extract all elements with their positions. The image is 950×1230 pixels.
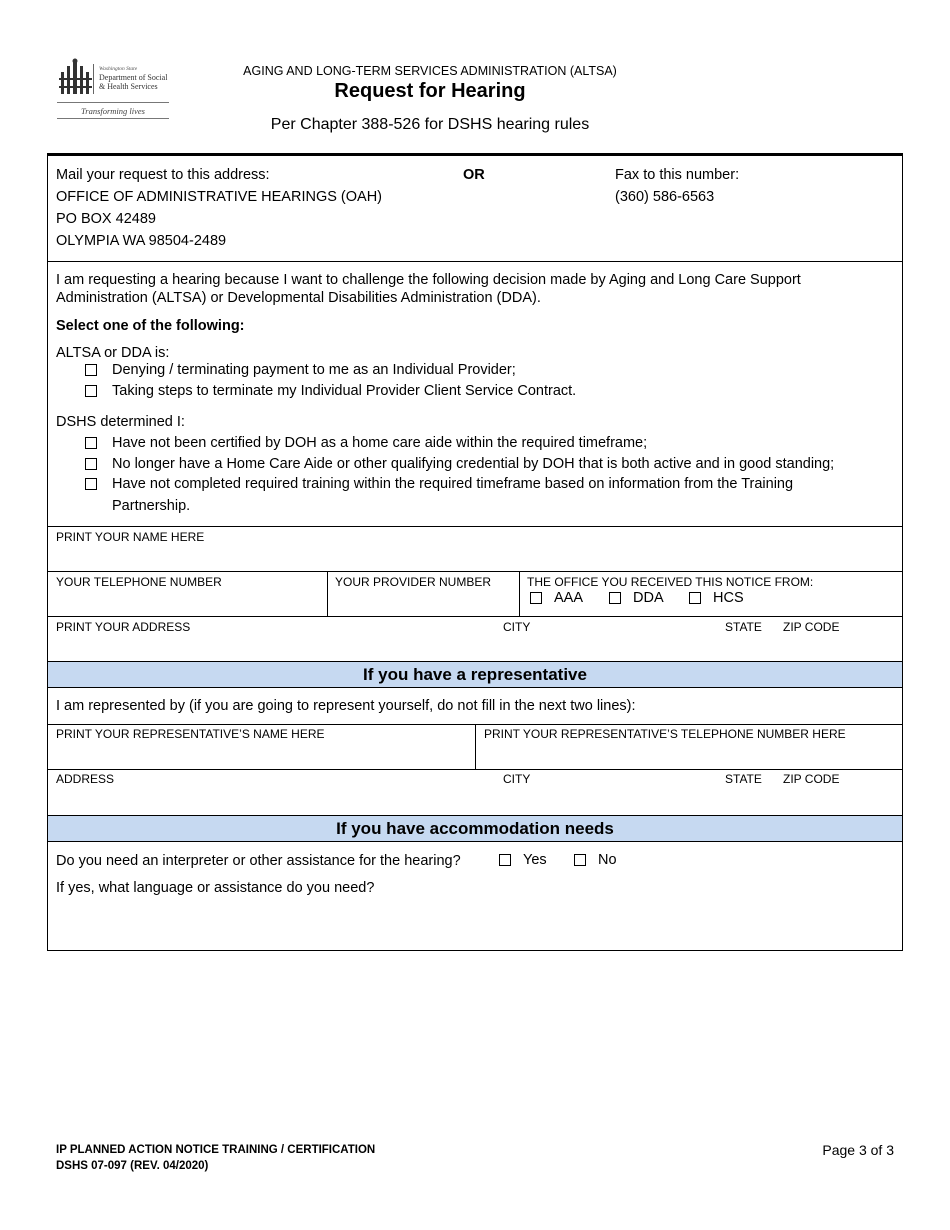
group2-label: DSHS determined I:	[56, 414, 185, 430]
address-input[interactable]	[48, 617, 902, 660]
hearing-request-form	[47, 153, 903, 951]
provider-number-input[interactable]	[328, 572, 518, 615]
accommodation-heading: If you have accommodation needs	[48, 815, 902, 842]
provider-number-field-label: YOUR PROVIDER NUMBER	[335, 575, 492, 589]
representative-address-input[interactable]	[48, 770, 902, 814]
mail-address-line-3: OLYMPIA WA 98504-2489	[56, 233, 227, 249]
dshs-logo	[57, 58, 172, 120]
checkbox[interactable]	[609, 592, 621, 604]
city-field-label: CITY	[503, 620, 531, 634]
representative-state-label: STATE	[725, 772, 762, 786]
or-label: OR	[463, 167, 485, 183]
checkbox[interactable]	[574, 854, 586, 866]
option-label: No longer have a Home Care Aide or other qualifying credential by DOH that is both active and in good standing;	[112, 456, 835, 472]
address-field-label: PRINT YOUR ADDRESS	[56, 620, 191, 634]
option-label: Yes	[523, 852, 547, 868]
interpreter-question: Do you need an interpreter or other assistance for the hearing?	[56, 853, 461, 869]
office-field-label: THE OFFICE YOU RECEIVED THIS NOTICE FROM:	[527, 575, 814, 589]
group1-label: ALTSA or DDA is:	[56, 345, 170, 361]
name-field-label: PRINT YOUR NAME HERE	[56, 530, 205, 544]
option-label: No	[598, 852, 617, 868]
representative-name-input[interactable]	[48, 725, 474, 768]
fax-intro: Fax to this number:	[615, 167, 740, 183]
telephone-field-label: YOUR TELEPHONE NUMBER	[56, 575, 222, 589]
checkbox[interactable]	[689, 592, 701, 604]
checkbox[interactable]	[85, 458, 97, 470]
option-label: DDA	[633, 590, 664, 606]
option-label: AAA	[554, 590, 584, 606]
mail-intro: Mail your request to this address:	[56, 167, 270, 183]
form-name: IP PLANNED ACTION NOTICE TRAINING / CERTIFICATION	[56, 1144, 376, 1156]
checkbox[interactable]	[85, 385, 97, 397]
representative-name-label: PRINT YOUR REPRESENTATIVE’S NAME HERE	[56, 727, 325, 741]
language-question: If yes, what language or assistance do you need?	[56, 880, 375, 896]
divider	[48, 261, 902, 262]
option-label: Have not been certified by DOH as a home care aide within the required timeframe;	[112, 435, 648, 451]
representative-note: I am represented by (if you are going to represent yourself, do not fill in the next two lines):	[56, 698, 636, 714]
representative-address-label: ADDRESS	[56, 772, 115, 786]
checkbox[interactable]	[85, 364, 97, 376]
representative-phone-label: PRINT YOUR REPRESENTATIVE’S TELEPHONE NUMBER HERE	[484, 727, 846, 741]
checkbox[interactable]	[499, 854, 511, 866]
mail-address-line-1: OFFICE OF ADMINISTRATIVE HEARINGS (OAH)	[56, 189, 383, 205]
checkbox[interactable]	[85, 437, 97, 449]
mail-address-line-2: PO BOX 42489	[56, 211, 156, 227]
zip-field-label: ZIP CODE	[783, 620, 840, 634]
request-statement: I am requesting a hearing because I want to challenge the following decision made by Aging and Long Care Support Administration (ALTSA) or Developmental Disabilities Administration (DDA).	[56, 272, 801, 306]
option-label: Have not completed required training within the required timeframe based on information from the Training	[112, 476, 794, 492]
page-title: Request for Hearing	[334, 80, 526, 102]
select-one-label: Select one of the following:	[56, 318, 245, 334]
mail-section	[56, 164, 382, 252]
representative-heading: If you have a representative	[48, 661, 902, 688]
option-label: HCS	[713, 590, 744, 606]
state-field-label: STATE	[725, 620, 762, 634]
form-number: DSHS 07-097 (REV. 04/2020)	[56, 1160, 209, 1172]
dshs-emblem-icon	[57, 58, 172, 120]
telephone-input[interactable]	[48, 572, 326, 615]
representative-phone-input[interactable]	[476, 725, 902, 768]
logo-line-3: & Health Services	[99, 82, 158, 91]
checkbox[interactable]	[85, 478, 97, 490]
representative-city-label: CITY	[503, 772, 531, 786]
option-label: Taking steps to terminate my Individual Provider Client Service Contract.	[112, 383, 577, 399]
logo-line-1: Washington State	[99, 66, 138, 72]
representative-zip-label: ZIP CODE	[783, 772, 840, 786]
logo-line-2: Department of Social	[99, 73, 168, 82]
fax-number: (360) 586-6563	[615, 189, 715, 205]
divider	[519, 571, 520, 616]
language-input[interactable]	[48, 900, 902, 950]
divider	[48, 526, 902, 527]
option-label: Denying / terminating payment to me as an Individual Provider;	[112, 362, 516, 378]
fax-section	[615, 164, 739, 208]
agency-name: AGING AND LONG-TERM SERVICES ADMINISTRATION (ALTSA)	[243, 64, 617, 78]
logo-tagline: Transforming lives	[81, 106, 145, 116]
name-input[interactable]	[48, 528, 902, 570]
page-subtitle: Per Chapter 388-526 for DSHS hearing rules	[270, 116, 590, 133]
page-number: Page 3 of 3	[822, 1142, 894, 1158]
option-label-continued: Partnership.	[112, 498, 191, 514]
checkbox[interactable]	[530, 592, 542, 604]
